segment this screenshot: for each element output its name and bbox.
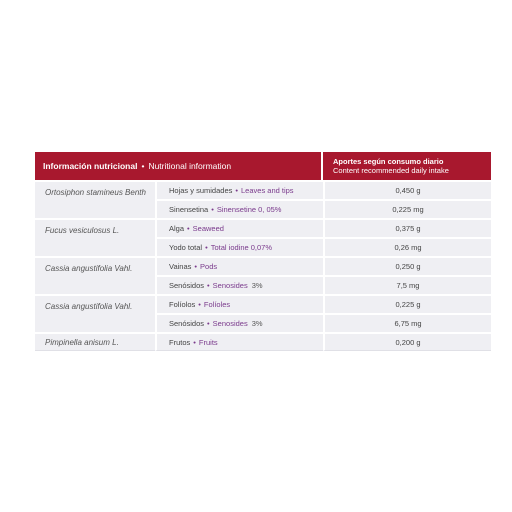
intake-value: 0,26 mg xyxy=(323,237,491,256)
component-en: Leaves and tips xyxy=(241,186,294,195)
component-es: Alga xyxy=(169,224,185,233)
header-intake-en: Content recommended daily intake xyxy=(333,166,449,175)
component-cell: Yodo total • Total iodine 0,07% xyxy=(155,237,323,256)
component-cell: Sinensetina • Sinensetine 0, 05% xyxy=(155,199,323,218)
plant-name: Fucus vesiculosus L. xyxy=(35,218,155,256)
component-cell: Vainas • Pods xyxy=(155,256,323,275)
header-intake-es: Aportes según consumo diario xyxy=(333,157,444,166)
nutrition-table xyxy=(35,152,491,351)
component-en: Sinensetine 0, 05% xyxy=(216,205,282,214)
plant-name: Pimpinella anisum L. xyxy=(35,332,155,351)
component-percent: 3% xyxy=(251,319,263,328)
intake-value: 0,250 g xyxy=(323,256,491,275)
plant-name: Ortosiphon stamineus Benth xyxy=(35,180,155,218)
component-es: Hojas y sumidades xyxy=(169,186,233,195)
intake-value: 0,200 g xyxy=(323,332,491,351)
component-es: Senósidos xyxy=(169,319,205,328)
component-es: Folíolos xyxy=(169,300,196,309)
header-nutritional-info xyxy=(35,152,321,180)
header-separator: • xyxy=(141,161,145,171)
header-title-es: Información nutricional xyxy=(43,161,138,171)
component-en: Folíoles xyxy=(203,300,231,309)
component-es: Frutos xyxy=(169,337,191,347)
component-cell: Frutos • Fruits xyxy=(155,332,323,351)
component-cell: Senósidos • Senosides 3% xyxy=(155,275,323,294)
plant-name: Cassia angustifolia Vahl. xyxy=(35,256,155,294)
component-en: Senosides xyxy=(212,281,248,290)
intake-value: 0,225 g xyxy=(323,294,491,313)
component-en: Total iodine 0,07% xyxy=(210,243,273,252)
component-cell: Hojas y sumidades • Leaves and tips xyxy=(155,180,323,199)
component-percent: 3% xyxy=(251,281,263,290)
component-en: Fruits xyxy=(198,337,218,347)
intake-value: 0,450 g xyxy=(323,180,491,199)
component-es: Yodo total xyxy=(169,243,203,252)
intake-value: 6,75 mg xyxy=(323,313,491,332)
component-cell: Alga • Seaweed xyxy=(155,218,323,237)
intake-value: 0,375 g xyxy=(323,218,491,237)
component-cell: Senósidos • Senosides 3% xyxy=(155,313,323,332)
component-en: Pods xyxy=(200,262,218,271)
component-en: Seaweed xyxy=(192,224,224,233)
component-en: Senosides xyxy=(212,319,248,328)
component-es: Senósidos xyxy=(169,281,205,290)
header-title-en: Nutritional information xyxy=(148,161,232,171)
component-cell: Folíolos • Folíoles xyxy=(155,294,323,313)
component-es: Vainas xyxy=(169,262,192,271)
component-es: Sinensetina xyxy=(169,205,209,214)
intake-value: 7,5 mg xyxy=(323,275,491,294)
plant-name: Cassia angustifolia Vahl. xyxy=(35,294,155,332)
header-daily-intake xyxy=(323,152,491,180)
intake-value: 0,225 mg xyxy=(323,199,491,218)
